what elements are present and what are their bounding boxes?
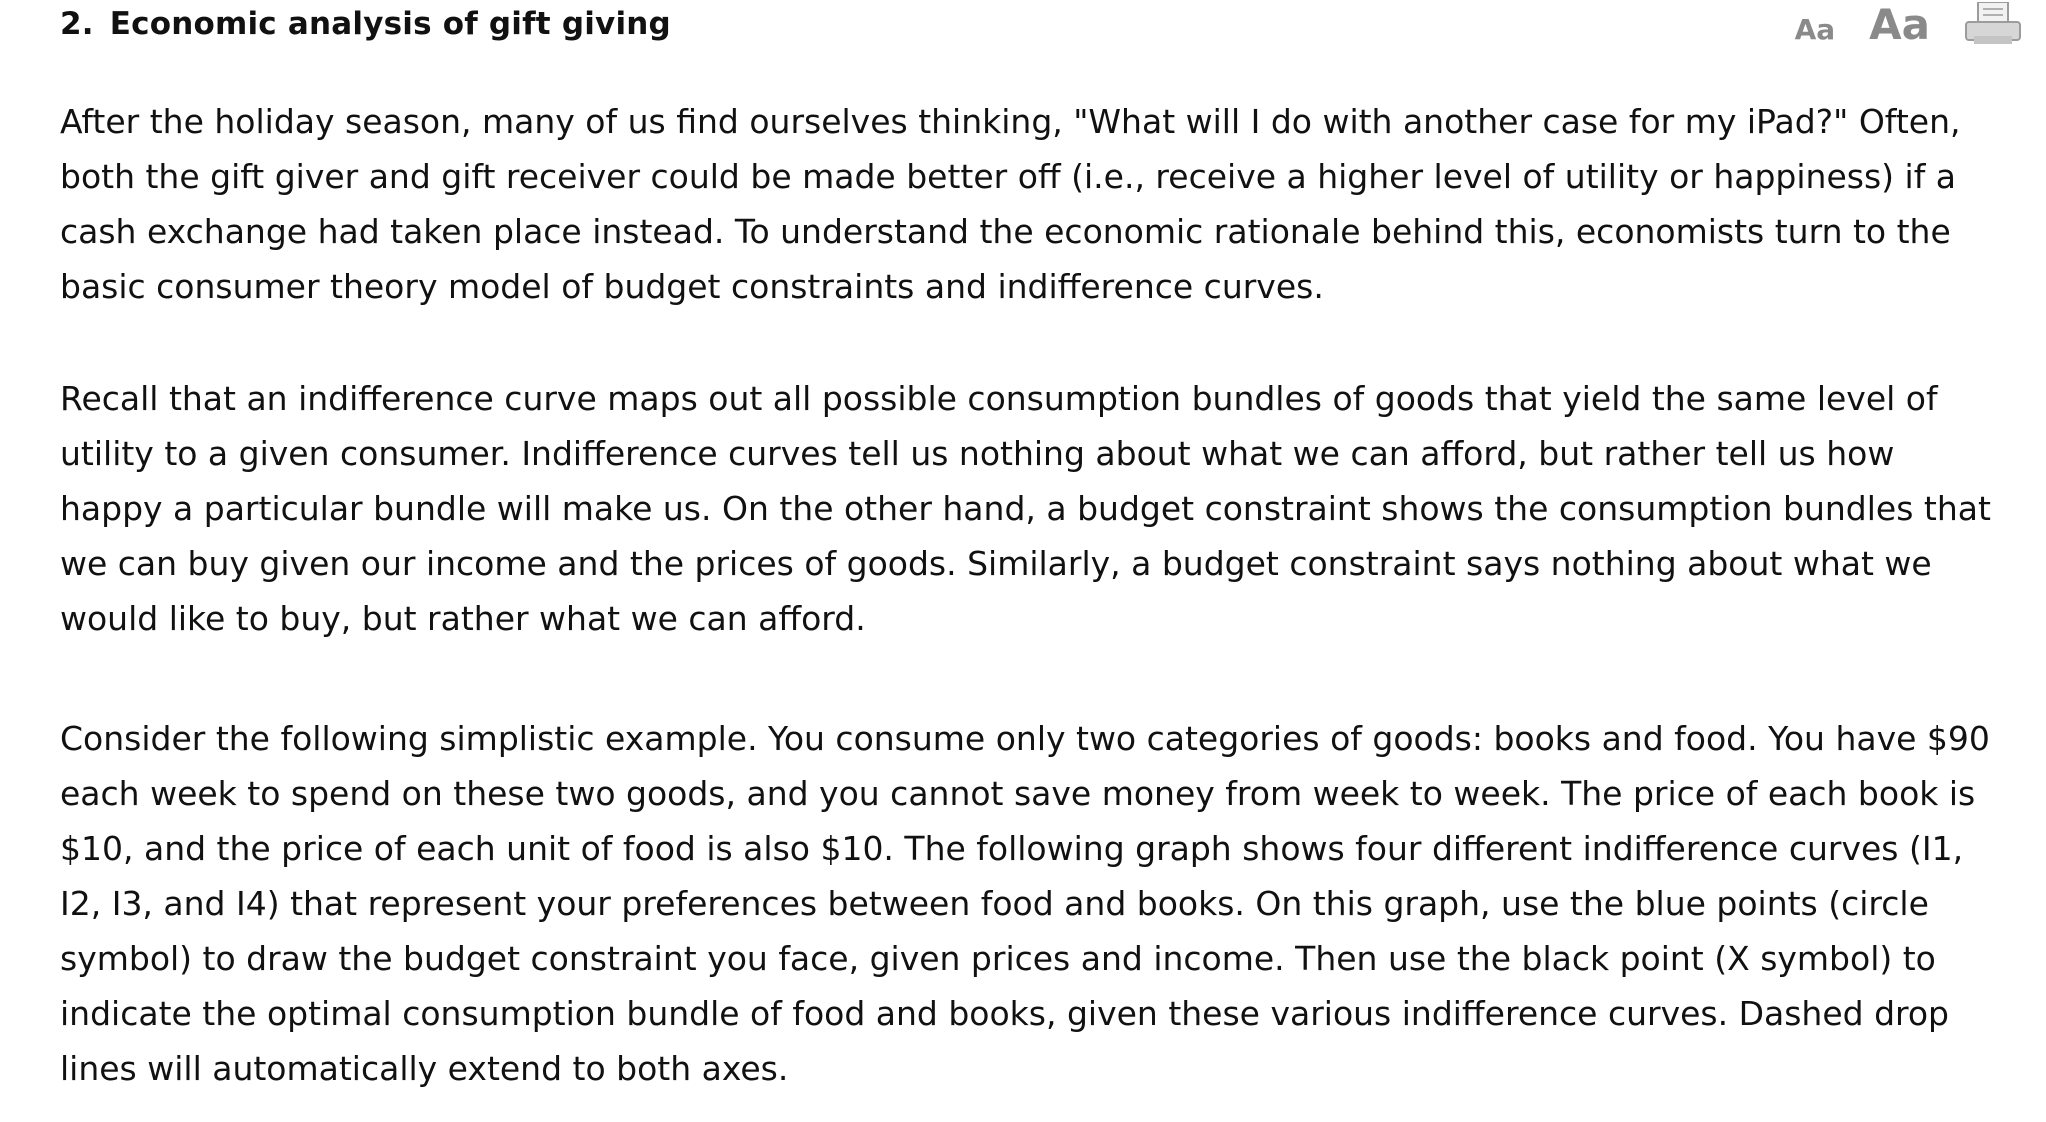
paragraph-line: basic consumer theory model of budget constraints and indifference curves. <box>60 267 1324 306</box>
paragraph-line: lines will automatically extend to both axes. <box>60 1049 789 1088</box>
question-header <box>60 0 2010 58</box>
paragraph-line: cash exchange had taken place instead. To understand the economic rationale behind this, economists turn to the <box>60 212 1951 251</box>
paragraph-line: each week to spend on these two goods, and you cannot save money from week to week. The price of each book is <box>60 774 1976 813</box>
paragraph-line: happy a particular bundle will make us. On the other hand, a budget constraint shows the consumption bundles that <box>60 489 1991 528</box>
print-button[interactable] <box>1964 2 2022 46</box>
paragraph-line: both the gift giver and gift receiver could be made better off (i.e., receive a higher level of utility or happiness) if a <box>60 157 1957 196</box>
paragraph-line: $10, and the price of each unit of food is also $10. The following graph shows four different indifference curves (I1, <box>60 829 1964 868</box>
question-number: 2. <box>60 6 94 42</box>
question-title-text: Economic analysis of gift giving <box>109 6 671 42</box>
increase-text-size-button[interactable]: Aa <box>1869 0 1930 49</box>
indifference-curve-paragraph <box>60 371 1991 646</box>
example-paragraph <box>60 711 1990 1096</box>
print-icon <box>1964 2 2022 46</box>
paragraph-line: symbol) to draw the budget constraint you face, given prices and income. Then use the black point (X symbol) to <box>60 939 1936 978</box>
text-size-controls <box>1795 0 2022 52</box>
paragraph-line: Recall that an indifference curve maps out all possible consumption bundles of goods that yield the same level of <box>60 379 1938 418</box>
paragraph-line: utility to a given consumer. Indifference curves tell us nothing about what we can afford, but rather tell us how <box>60 434 1895 473</box>
decrease-text-size-button[interactable]: Aa <box>1794 13 1836 46</box>
paragraph-line: After the holiday season, many of us find ourselves thinking, "What will I do with another case for my iPad?" Often, <box>60 102 1961 141</box>
intro-paragraph <box>60 94 1960 314</box>
paragraph-line: we can buy given our income and the prices of goods. Similarly, a budget constraint says nothing about what we <box>60 544 1932 583</box>
paragraph-line: indicate the optimal consumption bundle of food and books, given these various indifference curves. Dashed drop <box>60 994 1950 1033</box>
paragraph-line: would like to buy, but rather what we can afford. <box>60 599 866 638</box>
paragraph-line: I2, I3, and I4) that represent your preferences between food and books. On this graph, use the blue points (circle <box>60 884 1929 923</box>
question-page <box>60 0 2010 1088</box>
paragraph-line: Consider the following simplistic example. You consume only two categories of goods: books and food. You have $90 <box>60 719 1990 758</box>
question-title <box>60 6 671 42</box>
